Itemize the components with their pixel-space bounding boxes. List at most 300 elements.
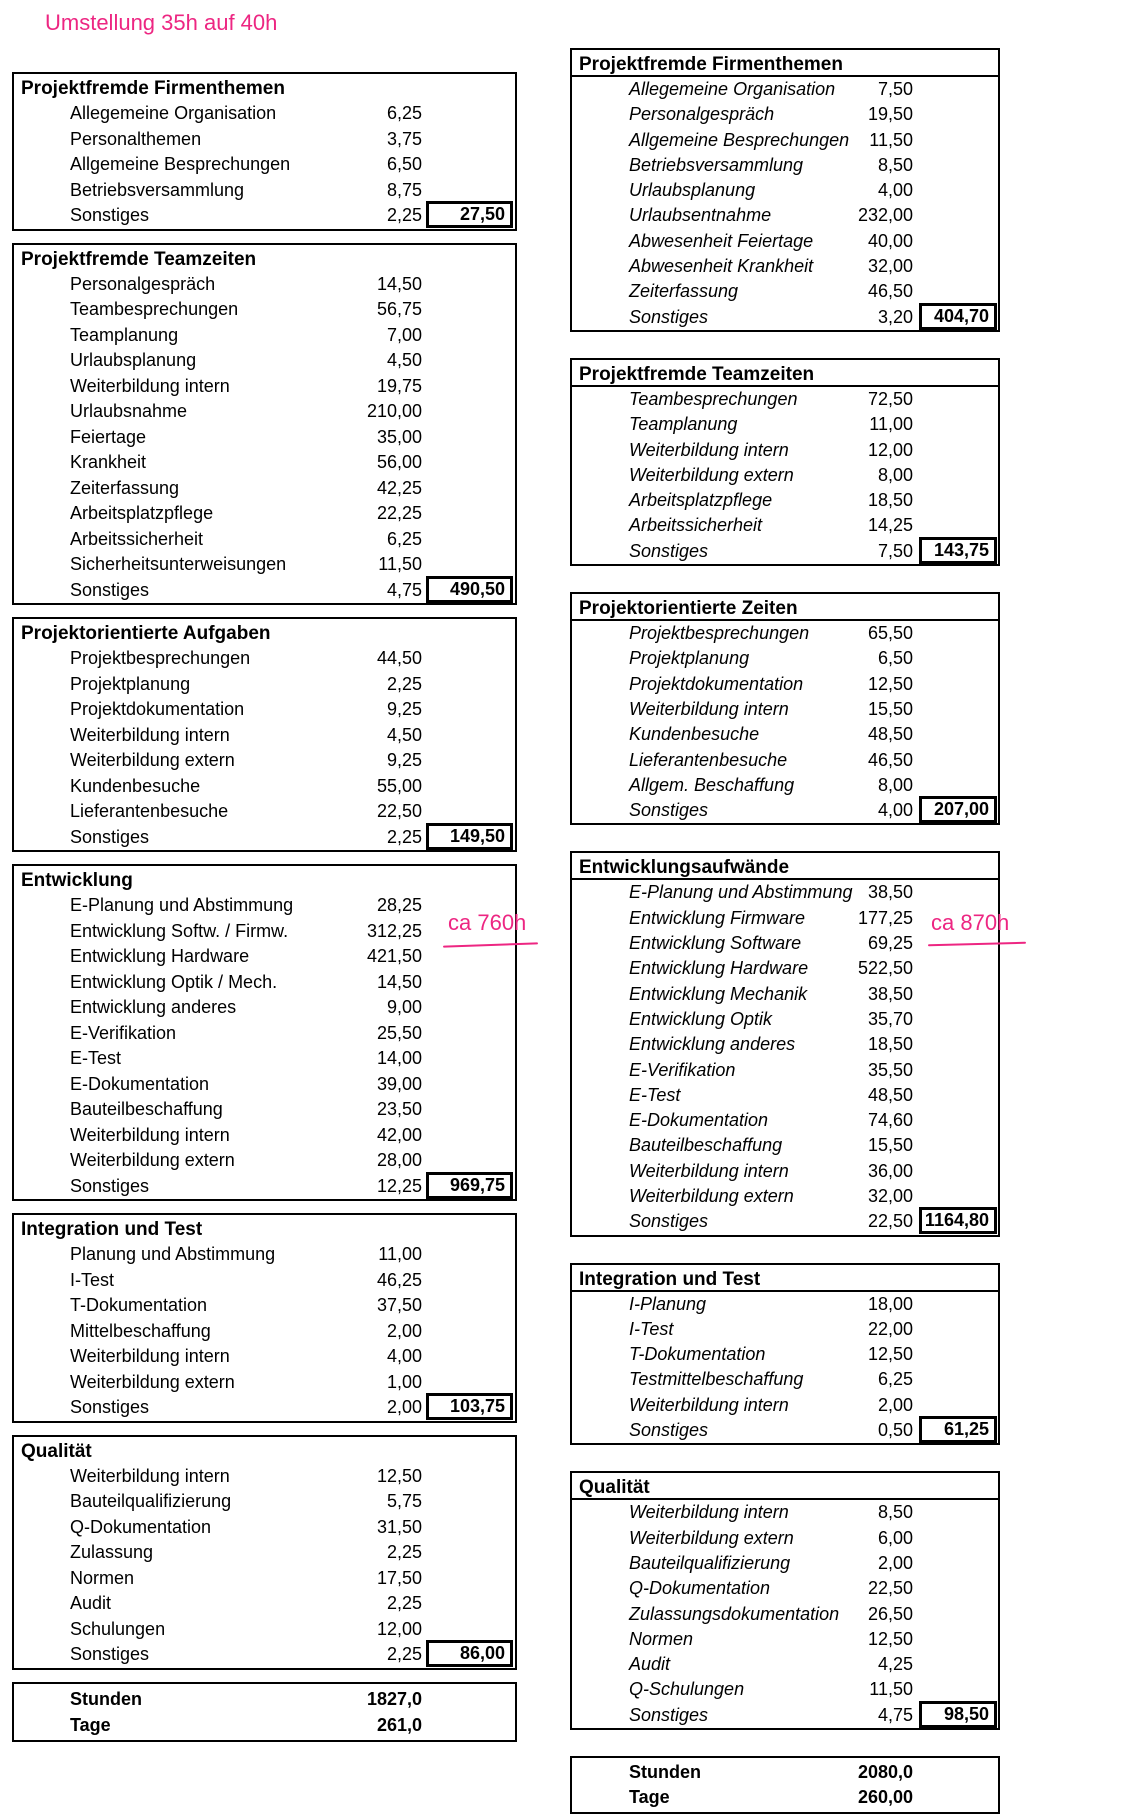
row-value: 22,50: [376, 801, 422, 821]
row-label: Weiterbildung extern: [70, 1150, 235, 1170]
table-row: [572, 1007, 998, 1032]
row-value: 22,25: [376, 503, 422, 523]
table-row: [14, 697, 515, 723]
row-value: 12,50: [867, 1628, 913, 1649]
row-label: Entwicklung anderes: [629, 1034, 796, 1055]
section-total: 207,00: [919, 796, 997, 823]
row-value: 522,50: [857, 958, 913, 979]
table-row: [572, 1576, 998, 1601]
row-label: Weiterbildung intern: [70, 724, 230, 745]
row-value: 22,50: [867, 1578, 913, 1599]
summary-value: 260,00: [857, 1787, 913, 1808]
row-value: 4,75: [877, 1704, 913, 1725]
row-label: Testmittelbeschaffung: [629, 1369, 804, 1390]
table-row: [572, 982, 998, 1007]
row-label: Lieferantenbesuche: [70, 801, 229, 821]
table-row: [14, 1021, 515, 1047]
row-value: 2,00: [877, 1394, 913, 1415]
row-label: Teambesprechungen: [70, 299, 239, 319]
table-row: [14, 203, 515, 229]
table-row: [14, 919, 515, 945]
table-row: [572, 178, 998, 203]
section-total: 98,50: [919, 1701, 997, 1728]
row-value: 38,50: [867, 882, 913, 903]
summary-value: 1827,0: [366, 1688, 422, 1709]
summary-row: [572, 1785, 998, 1810]
table-row: [14, 799, 515, 825]
table-row: [572, 1602, 998, 1627]
table-row: [572, 1500, 998, 1525]
left-table-column: [12, 72, 517, 1742]
row-label: Q-Dokumentation: [70, 1516, 212, 1537]
row-value: 312,25: [366, 920, 422, 941]
row-value: 8,50: [877, 1502, 913, 1523]
row-label: Bauteilbeschaffung: [70, 1099, 223, 1119]
row-value: 4,75: [386, 579, 422, 600]
table-row: [572, 102, 998, 127]
table-row: [14, 552, 515, 578]
row-label: Projektplanung: [629, 648, 750, 669]
table-row: [14, 425, 515, 451]
section-total: 149,50: [426, 823, 513, 850]
section-total: 404,70: [919, 303, 997, 330]
table-row: [572, 1393, 998, 1418]
row-label: Planung und Abstimmung: [70, 1244, 276, 1264]
row-value: 46,25: [376, 1269, 422, 1290]
row-value: 56,75: [376, 299, 422, 319]
row-value: 22,50: [867, 1211, 913, 1232]
row-value: 32,00: [867, 256, 913, 277]
row-label: Weiterbildung intern: [70, 1346, 230, 1366]
summary-row: [572, 1760, 998, 1785]
summary-row: [14, 1686, 515, 1712]
table-row: [572, 748, 998, 773]
row-value: 40,00: [867, 230, 913, 251]
table-row: [14, 178, 515, 204]
table-row: [572, 1367, 998, 1392]
table-row: [14, 476, 515, 502]
row-value: 28,00: [376, 1150, 422, 1170]
section-projektfremde-firmenthemen: [570, 48, 1000, 332]
row-label: Sonstiges: [70, 205, 150, 225]
row-value: 5,75: [386, 1491, 422, 1511]
row-value: 6,25: [386, 103, 422, 123]
section-total: 27,50: [426, 201, 513, 228]
table-row: [572, 1703, 998, 1728]
row-label: Entwicklung Hardware: [629, 958, 809, 979]
row-value: 35,00: [376, 426, 422, 447]
row-label: Arbeitsplatzpflege: [70, 503, 214, 523]
table-row: [14, 1268, 515, 1294]
row-value: 42,00: [376, 1124, 422, 1145]
row-label: Sonstiges: [629, 1704, 709, 1725]
row-value: 2,25: [386, 1542, 422, 1562]
row-value: 48,50: [867, 1084, 913, 1105]
summary-label: Tage: [629, 1787, 670, 1808]
section-total: 969,75: [426, 1172, 513, 1199]
row-label: Entwicklung Software: [629, 933, 802, 954]
row-value: 14,25: [867, 515, 913, 536]
table-row: [572, 773, 998, 798]
table-row: [14, 1591, 515, 1617]
table-row: [572, 1551, 998, 1576]
row-label: Audit: [70, 1593, 112, 1613]
row-value: 44,50: [376, 648, 422, 668]
row-label: Projektbesprechungen: [629, 623, 810, 644]
row-value: 11,00: [378, 1244, 422, 1264]
row-label: I-Planung: [629, 1293, 707, 1314]
row-value: 9,25: [386, 699, 422, 719]
row-label: Entwicklung Hardware: [70, 946, 250, 966]
row-value: 18,50: [867, 1034, 913, 1055]
row-value: 2,00: [386, 1320, 422, 1341]
section-title: Projektorientierte Zeiten: [572, 594, 998, 621]
table-row: [14, 527, 515, 553]
section-title: Qualität: [21, 1440, 92, 1462]
row-label: Weiterbildung intern: [629, 1502, 789, 1523]
section-title: Projektfremde Firmenthemen: [21, 78, 285, 99]
row-label: Bauteilbeschaffung: [629, 1135, 783, 1156]
table-row: [14, 774, 515, 800]
table-row: [14, 1642, 515, 1668]
table-row: [572, 1133, 998, 1158]
row-label: E-Verifikation: [70, 1022, 177, 1043]
table-row: [572, 412, 998, 437]
table-row: [572, 621, 998, 646]
table-row: [572, 463, 998, 488]
table-row: [572, 513, 998, 538]
table-row: [14, 672, 515, 698]
row-label: Krankheit: [70, 452, 147, 472]
row-value: 8,00: [877, 774, 913, 795]
row-label: Kundenbesuche: [629, 724, 760, 745]
row-value: 2,25: [386, 1593, 422, 1613]
row-value: 12,50: [867, 673, 913, 694]
summary-row: [14, 1712, 515, 1738]
table-row: [572, 279, 998, 304]
row-label: Allegemeine Organisation: [629, 79, 836, 99]
row-label: Zeiterfassung: [70, 477, 180, 498]
table-row: [572, 1627, 998, 1652]
section-integration-und-test: [570, 1263, 1000, 1446]
row-label: Entwicklung Softw. / Firmw.: [70, 920, 289, 941]
row-label: Allgemeine Besprechungen: [70, 154, 291, 174]
row-label: Sonstiges: [70, 1175, 150, 1196]
row-label: Sonstiges: [70, 826, 150, 847]
row-value: 14,50: [376, 971, 422, 992]
table-row: [14, 1046, 515, 1072]
row-value: 74,60: [867, 1110, 913, 1131]
section-total: 143,75: [919, 537, 997, 564]
table-row: [572, 203, 998, 228]
table-row: [14, 450, 515, 476]
row-value: 32,00: [867, 1185, 913, 1206]
row-label: Entwicklung anderes: [70, 997, 237, 1017]
row-label: Urlaubsnahme: [70, 401, 188, 421]
row-label: Weiterbildung intern: [629, 439, 789, 460]
row-label: Weiterbildung intern: [629, 1160, 789, 1181]
row-label: Lieferantenbesuche: [629, 749, 788, 770]
row-value: 4,50: [386, 724, 422, 745]
row-label: E-Dokumentation: [629, 1110, 769, 1131]
row-value: 39,00: [376, 1073, 422, 1094]
table-row: [572, 1292, 998, 1317]
row-label: Normen: [70, 1567, 135, 1588]
row-value: 7,50: [877, 79, 913, 99]
row-value: 2,25: [386, 1644, 422, 1664]
table-row: [14, 748, 515, 774]
row-label: Kundenbesuche: [70, 775, 201, 796]
row-value: 12,50: [867, 1344, 913, 1365]
table-row: [572, 77, 998, 102]
summary-table: [12, 1682, 517, 1742]
table-row: [572, 1058, 998, 1083]
section-projektfremde-firmenthemen: [12, 72, 517, 231]
row-value: 46,50: [867, 281, 913, 302]
table-row: [572, 1677, 998, 1702]
row-value: 12,00: [867, 439, 913, 460]
row-label: Arbeitssicherheit: [629, 515, 763, 536]
table-row: [572, 305, 998, 330]
row-value: 8,50: [877, 154, 913, 175]
row-value: 31,50: [376, 1516, 422, 1537]
section-title: Qualität: [572, 1473, 998, 1500]
table-row: [572, 1342, 998, 1367]
row-value: 72,50: [867, 388, 913, 409]
table-row: [572, 1184, 998, 1209]
row-label: Urlaubsentnahme: [629, 205, 772, 226]
row-value: 42,25: [376, 477, 422, 498]
row-label: E-Test: [629, 1084, 681, 1105]
row-label: Q-Dokumentation: [629, 1578, 771, 1599]
row-value: 2,25: [386, 673, 422, 694]
table-row: [572, 387, 998, 412]
row-label: Allgem. Beschaffung: [629, 774, 795, 795]
row-value: 1,00: [386, 1371, 422, 1392]
row-value: 37,50: [376, 1295, 422, 1315]
row-value: 69,25: [867, 933, 913, 954]
page-title: Umstellung 35h auf 40h: [45, 10, 278, 35]
table-row: [572, 1209, 998, 1234]
row-value: 19,75: [376, 375, 422, 396]
table-row: [14, 825, 515, 851]
row-label: Personalgespräch: [629, 104, 775, 125]
table-row: [14, 323, 515, 349]
row-value: 2,00: [386, 1397, 422, 1417]
table-row: [572, 1083, 998, 1108]
table-row: [14, 1540, 515, 1566]
table-row: [14, 970, 515, 996]
row-value: 15,50: [867, 698, 913, 719]
section-title: Integration und Test: [21, 1219, 203, 1240]
row-value: 9,00: [386, 997, 422, 1017]
row-label: E-Test: [70, 1048, 122, 1068]
row-label: Abwesenheit Krankheit: [629, 256, 814, 277]
section-total: 490,50: [426, 576, 513, 603]
table-row: [572, 798, 998, 823]
row-label: Bauteilqualifizierung: [70, 1491, 232, 1511]
table-row: [14, 1242, 515, 1268]
row-value: 232,00: [857, 205, 913, 226]
row-label: Allgemeine Besprechungen: [629, 129, 850, 150]
row-label: Entwicklung Optik: [629, 1008, 773, 1029]
row-value: 4,00: [386, 1346, 422, 1366]
table-row: [572, 128, 998, 153]
section-entwicklung: [12, 864, 517, 1201]
row-value: 6,50: [877, 648, 913, 669]
row-value: 11,00: [869, 414, 913, 435]
section-qualit-t: [570, 1471, 1000, 1730]
table-row: [572, 672, 998, 697]
table-row: [14, 723, 515, 749]
row-label: E-Planung und Abstimmung: [70, 895, 294, 915]
summary-label: Stunden: [629, 1762, 701, 1783]
row-label: Sonstiges: [629, 1211, 709, 1232]
row-label: Sonstiges: [70, 579, 150, 600]
row-label: Bauteilqualifizierung: [629, 1552, 791, 1573]
row-label: Entwicklung Optik / Mech.: [70, 971, 278, 992]
section-title: Integration und Test: [572, 1265, 998, 1292]
table-row: [14, 1617, 515, 1643]
row-value: 177,25: [857, 907, 913, 928]
row-label: Arbeitssicherheit: [70, 528, 204, 549]
row-value: 22,00: [867, 1318, 913, 1339]
row-value: 14,00: [376, 1048, 422, 1068]
summary-value: 261,0: [376, 1714, 422, 1735]
section-title: Projektfremde Firmenthemen: [572, 50, 998, 77]
row-value: 56,00: [376, 452, 422, 472]
row-label: Urlaubsplanung: [70, 350, 197, 370]
row-label: T-Dokumentation: [629, 1344, 766, 1365]
row-label: Zulassung: [70, 1542, 154, 1562]
table-row: [14, 1515, 515, 1541]
row-value: 2,00: [877, 1552, 913, 1573]
section-total: 86,00: [426, 1640, 513, 1667]
section-total: 1164,80: [919, 1207, 997, 1234]
table-row: [14, 1489, 515, 1515]
table-row: [14, 995, 515, 1021]
table-row: [14, 1464, 515, 1490]
row-label: Weiterbildung intern: [70, 375, 230, 396]
row-value: 38,50: [867, 983, 913, 1004]
row-label: I-Test: [70, 1269, 115, 1290]
row-label: Weiterbildung extern: [629, 1527, 794, 1548]
row-label: Weiterbildung intern: [70, 1124, 230, 1145]
row-value: 8,75: [386, 179, 422, 200]
table-row: [14, 1370, 515, 1396]
row-value: 35,50: [867, 1059, 913, 1080]
row-label: Projektbesprechungen: [70, 648, 251, 668]
row-value: 6,25: [386, 528, 422, 549]
row-value: 12,50: [376, 1465, 422, 1486]
row-label: Projektplanung: [70, 673, 191, 694]
row-label: Projektdokumentation: [70, 699, 245, 719]
row-label: Betriebsversammlung: [629, 154, 804, 175]
table-row: [572, 254, 998, 279]
table-row: [572, 1526, 998, 1551]
table-row: [572, 880, 998, 905]
row-label: Weiterbildung extern: [629, 1185, 794, 1206]
table-row: [572, 488, 998, 513]
row-label: Urlaubsplanung: [629, 180, 756, 201]
row-value: 7,50: [877, 540, 913, 561]
row-label: Weiterbildung intern: [629, 698, 789, 719]
table-row: [14, 152, 515, 178]
row-label: Teambesprechungen: [629, 388, 798, 409]
row-label: Sonstiges: [629, 1420, 709, 1441]
row-label: Audit: [629, 1654, 671, 1675]
row-label: Abwesenheit Feiertage: [629, 230, 814, 251]
row-label: Personalthemen: [70, 128, 202, 149]
row-value: 46,50: [867, 749, 913, 770]
table-row: [14, 944, 515, 970]
table-row: [572, 438, 998, 463]
table-row: [14, 1319, 515, 1345]
table-row: [572, 956, 998, 981]
row-value: 18,00: [867, 1293, 913, 1314]
section-projektorientierte-zeiten: [570, 592, 1000, 825]
row-label: T-Dokumentation: [70, 1295, 208, 1315]
row-value: 4,00: [877, 180, 913, 201]
row-label: Weiterbildung intern: [70, 1465, 230, 1486]
row-label: E-Verifikation: [629, 1059, 736, 1080]
row-label: Sonstiges: [70, 1397, 150, 1417]
row-value: 12,00: [376, 1618, 422, 1639]
row-value: 2,25: [386, 205, 422, 225]
row-value: 28,25: [376, 895, 422, 915]
table-row: [14, 1395, 515, 1421]
section-title: Projektfremde Teamzeiten: [572, 360, 998, 387]
row-value: 18,50: [867, 490, 913, 511]
row-label: E-Dokumentation: [70, 1073, 210, 1094]
row-label: Teamplanung: [629, 414, 738, 435]
table-row: [14, 501, 515, 527]
row-value: 48,50: [867, 724, 913, 745]
summary-label: Stunden: [70, 1688, 142, 1709]
row-value: 210,00: [366, 401, 422, 421]
row-label: Normen: [629, 1628, 694, 1649]
table-row: [14, 127, 515, 153]
row-value: 2,25: [386, 826, 422, 847]
table-row: [572, 1418, 998, 1443]
row-value: 11,50: [869, 1679, 913, 1700]
table-row: [572, 646, 998, 671]
handwritten-note-left: ca 760h: [448, 910, 527, 935]
row-value: 6,50: [386, 154, 422, 174]
section-projektfremde-teamzeiten: [12, 243, 517, 606]
table-row: [572, 1652, 998, 1677]
summary-label: Tage: [70, 1714, 111, 1735]
row-label: Arbeitsplatzpflege: [629, 490, 773, 511]
row-label: Weiterbildung extern: [629, 464, 794, 485]
section-total: 103,75: [426, 1393, 513, 1420]
section-integration-und-test: [12, 1213, 517, 1423]
row-label: Personalgespräch: [70, 273, 216, 294]
row-label: Weiterbildung intern: [629, 1394, 789, 1415]
row-label: Sicherheitsunterweisungen: [70, 554, 287, 574]
row-value: 421,50: [366, 946, 422, 966]
row-label: Mittelbeschaffung: [70, 1320, 211, 1341]
row-label: Sonstiges: [629, 540, 709, 561]
row-value: 4,00: [877, 800, 913, 821]
table-row: [14, 1344, 515, 1370]
table-row: [572, 1108, 998, 1133]
row-label: Q-Schulungen: [629, 1679, 745, 1700]
section-title: Projektorientierte Aufgaben: [21, 623, 271, 644]
row-value: 15,50: [867, 1135, 913, 1156]
handwritten-note-right: ca 870h: [931, 910, 1010, 935]
table-row: [14, 893, 515, 919]
